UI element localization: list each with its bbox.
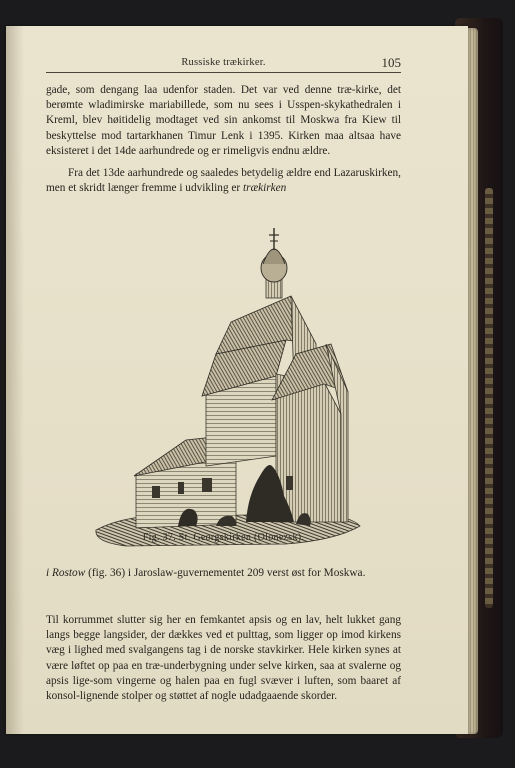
paragraph-2 [46, 166, 401, 196]
spine-decoration [485, 188, 493, 608]
figure-caption: Fig. 37. St. Georgskirken (Olonezsk). [142, 532, 305, 543]
paragraph-3-italic: i Rostow [46, 567, 86, 579]
book-page [6, 26, 468, 734]
running-head [46, 56, 401, 73]
paragraph-2-text: Fra det 13de aarhundrede og saaledes betydelig ældre end Lazaruskirken, men et skridt længer fremme i udvikling er [46, 167, 401, 195]
church-illustration [86, 204, 362, 550]
church-engraving [86, 204, 362, 550]
running-title: Russiske trækirker. [181, 57, 266, 68]
paragraph-4: Til korrummet slutter sig her en femkantet apsis og en lav, helt lukket gang langs begge langsider, der dækkes ved et pulttag, som ligger op imod kirkens væg i lighed med svalgangens tag i de norske stavkirker. Hele kirken synes at være løftet op paa en træ-underbygning under selve kirken, saa at svalerne og apsis lige-som vingerne og halen paa en fugl svæver i luften, som baaret af konsol-lignende stolper og støttet af nogle udadgaaende skorder. [46, 614, 401, 703]
page-number: 105 [381, 55, 401, 70]
paragraph-1: gade, som dengang laa udenfor staden. Det var ved denne træ-kirke, det berømte wladimirske mariabillede, som nu sees i Usspen-skykathedralen i Kreml, blev høitidelig modtaget ved sin ankomst til Moskwa fra Kiew til beskyttelse mod tartarkhanen Timur Lenk i 1395. Kirken maa altsaa have eksisteret i det 14de aarhundrede og er rimeligvis endnu ældre. [46, 84, 401, 157]
paragraph-3-text: (fig. 36) i Jaroslaw-guvernementet 209 verst øst for Moskwa. [88, 567, 366, 579]
paragraph-2-italic: trækirken [243, 182, 287, 195]
paragraph-3 [46, 566, 401, 581]
